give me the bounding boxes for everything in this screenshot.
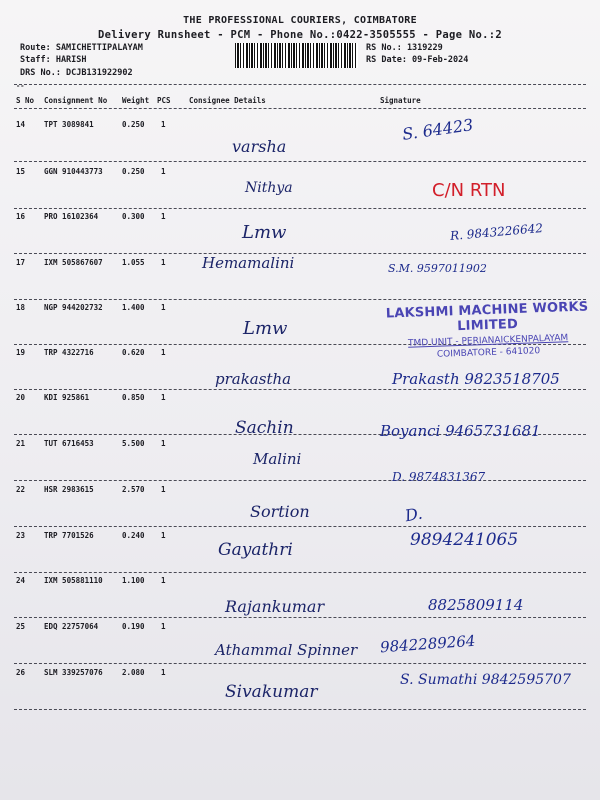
consignment-number: TRP 7701526 xyxy=(44,531,94,540)
row-divider xyxy=(14,709,586,710)
weight-value: 5.500 xyxy=(122,439,145,448)
consignment-number: TPT 3089841 xyxy=(44,120,94,129)
signature: S.M. 9597011902 xyxy=(388,262,487,275)
pcs-count: 1 xyxy=(161,348,166,357)
stamp-company-name: LAKSHMI MACHINE WORKS LIMITED xyxy=(385,299,589,335)
row-divider xyxy=(14,526,586,527)
consignment-number: TUT 6716453 xyxy=(44,439,94,448)
signature: D. xyxy=(403,503,424,526)
route-label: Route: SAMICHETTIPALAYAM xyxy=(20,43,143,53)
weight-value: 0.240 xyxy=(122,531,145,540)
row-sno: 17 xyxy=(16,258,26,267)
row-divider xyxy=(14,617,586,618)
handwritten-consignee: prakastha xyxy=(215,370,292,388)
row-sno: 25 xyxy=(16,622,26,631)
signature: S. 64423 xyxy=(401,115,475,144)
consignment-number: IXM 505881110 xyxy=(44,576,103,585)
header-divider xyxy=(14,108,586,109)
row-divider xyxy=(14,161,586,162)
signature: Prakasth 9823518705 xyxy=(392,370,560,388)
consignment-number: NGP 944202732 xyxy=(44,303,103,312)
weight-value: 1.100 xyxy=(122,576,145,585)
weight-value: 0.190 xyxy=(122,622,145,631)
pcs-count: 1 xyxy=(161,531,166,540)
col-header-sno: S No xyxy=(16,96,35,105)
consignment-number: IXM 505867607 xyxy=(44,258,103,267)
drs-number: DRS No.: DCJB131922902 xyxy=(20,68,133,78)
row-divider xyxy=(14,208,586,209)
row-sno: 26 xyxy=(16,668,26,677)
row-sno: 15 xyxy=(16,167,26,176)
row-divider xyxy=(14,480,586,481)
weight-value: 1.400 xyxy=(122,303,145,312)
staff-label: Staff: HARISH xyxy=(20,55,87,65)
pcs-count: 1 xyxy=(161,212,166,221)
signature: D. 9874831367 xyxy=(392,470,486,484)
handwritten-consignee: Athammal Spinner xyxy=(215,641,358,659)
pcs-count: 1 xyxy=(161,622,166,631)
consignment-number: GGN 910443773 xyxy=(44,167,103,176)
consignment-number: HSR 2983615 xyxy=(44,485,94,494)
handwritten-consignee: Sachin xyxy=(235,418,294,438)
weight-value: 2.080 xyxy=(122,668,145,677)
pcs-count: 1 xyxy=(161,439,166,448)
row-divider xyxy=(14,253,586,254)
col-header-consignment: Consignment No xyxy=(44,96,108,105)
consignment-number: PRO 16102364 xyxy=(44,212,99,221)
handwritten-consignee: varsha xyxy=(232,137,287,156)
consignment-number: KDI 925861 xyxy=(44,393,90,402)
pcs-count: 1 xyxy=(161,120,166,129)
row-sno: 16 xyxy=(16,212,26,221)
barcode xyxy=(235,43,358,68)
row-sno: 24 xyxy=(16,576,26,585)
row-sno: 21 xyxy=(16,439,26,448)
runsheet-subtitle: Delivery Runsheet - PCM - Phone No.:0422-3505555 - Page No.:2 xyxy=(98,29,502,41)
stamp-city: COIMBATORE - 641020 xyxy=(436,346,541,360)
pcs-count: 1 xyxy=(161,485,166,494)
signature: 9894241065 xyxy=(410,530,519,550)
consignment-number: TRP 4322716 xyxy=(44,348,94,357)
handwritten-consignee: Lmw xyxy=(242,222,287,243)
col-header-weight: Weight xyxy=(122,96,150,105)
company-title: THE PROFESSIONAL COURIERS, COIMBATORE xyxy=(183,15,417,26)
weight-value: 1.055 xyxy=(122,258,145,267)
weight-value: 2.570 xyxy=(122,485,145,494)
divider xyxy=(14,84,586,85)
pcs-count: 1 xyxy=(161,303,166,312)
row-divider xyxy=(14,572,586,573)
handwritten-consignee: Nithya xyxy=(245,180,293,196)
handwritten-consignee: Rajankumar xyxy=(225,597,325,616)
row-sno: 18 xyxy=(16,303,26,312)
col-header-pcs: PCS xyxy=(157,96,171,105)
handwritten-consignee: Sortion xyxy=(250,502,310,521)
pcs-count: 1 xyxy=(161,258,166,267)
col-header-signature: Signature xyxy=(380,96,421,105)
signature: Boyanci 9465731681 xyxy=(380,422,541,440)
weight-value: 0.620 xyxy=(122,348,145,357)
handwritten-consignee: Sivakumar xyxy=(225,682,318,702)
signature: R. 9843226642 xyxy=(449,220,544,244)
handwritten-consignee: Gayathri xyxy=(218,540,293,560)
signature: S. Sumathi 9842595707 xyxy=(400,672,571,688)
row-sno: 22 xyxy=(16,485,26,494)
divider-mark: -- xyxy=(16,82,25,90)
signature-return-mark: C/N RTN xyxy=(432,180,506,201)
stamp-unit: TMD UNIT - PERIANAICKENPALAYAM xyxy=(407,333,569,349)
signature: 8825809114 xyxy=(428,596,524,614)
row-divider xyxy=(14,663,586,664)
pcs-count: 1 xyxy=(161,393,166,402)
handwritten-consignee: Hemamalini xyxy=(202,254,295,272)
company-stamp xyxy=(382,299,594,374)
row-divider xyxy=(14,299,586,300)
col-header-consignee: Consignee Details xyxy=(189,96,266,105)
pcs-count: 1 xyxy=(161,167,166,176)
consignment-number: EDQ 22757064 xyxy=(44,622,99,631)
weight-value: 0.250 xyxy=(122,167,145,176)
rs-number: RS No.: 1319229 xyxy=(366,43,443,53)
pcs-count: 1 xyxy=(161,668,166,677)
signature: 9842289264 xyxy=(379,631,476,657)
row-sno: 19 xyxy=(16,348,26,357)
row-sno: 20 xyxy=(16,393,26,402)
handwritten-consignee: Lmw xyxy=(243,318,288,339)
rs-date: RS Date: 09-Feb-2024 xyxy=(366,55,469,65)
handwritten-consignee: Malini xyxy=(253,450,302,468)
pcs-count: 1 xyxy=(161,576,166,585)
weight-value: 0.250 xyxy=(122,120,145,129)
row-sno: 23 xyxy=(16,531,26,540)
weight-value: 0.850 xyxy=(122,393,145,402)
row-divider xyxy=(14,389,586,390)
weight-value: 0.300 xyxy=(122,212,145,221)
consignment-number: SLM 339257076 xyxy=(44,668,103,677)
row-sno: 14 xyxy=(16,120,26,129)
